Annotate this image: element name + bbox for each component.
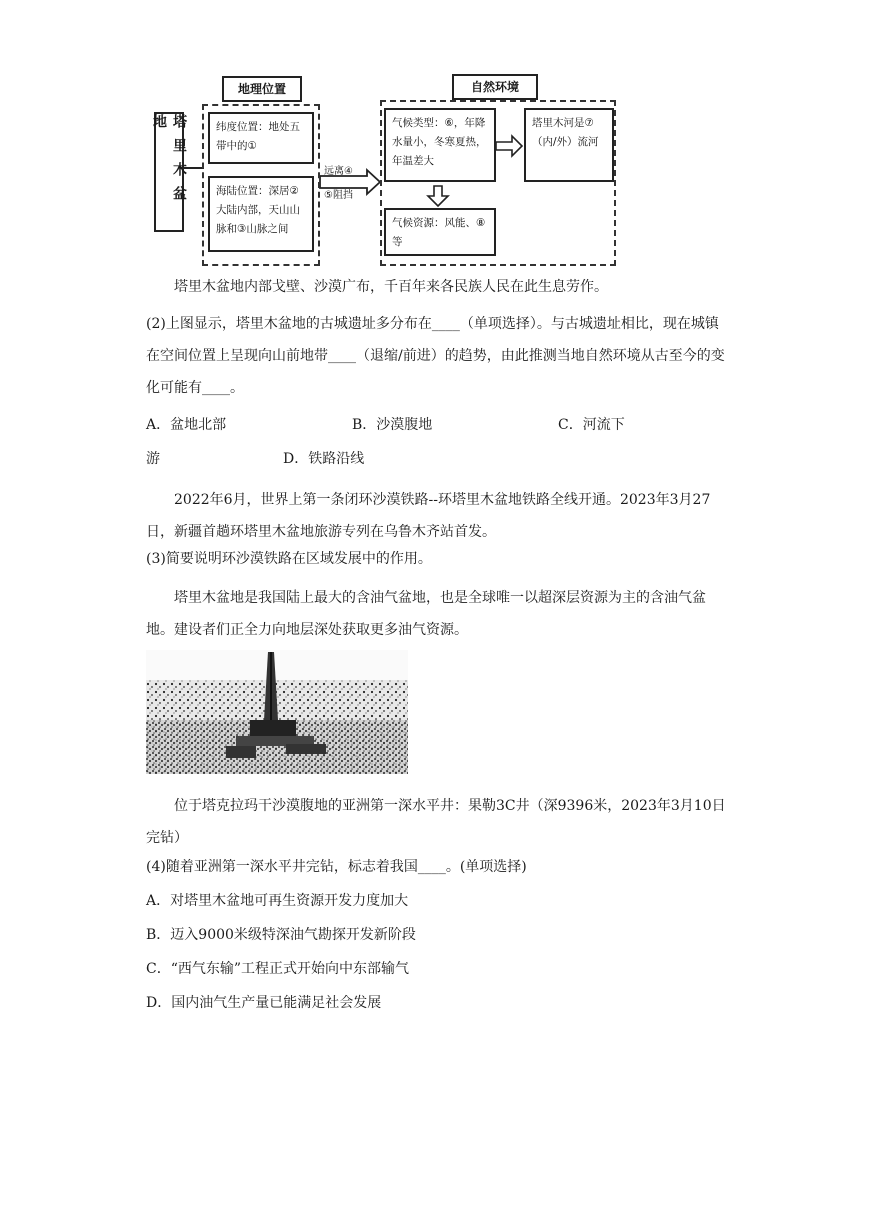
sea-land-box: 海陆位置：深居②大陆内部，天山山脉和③山脉之间 [208, 176, 314, 252]
paragraph-railway: 2022年6月，世界上第一条闭环沙漠铁路--环塔里木盆地铁路全线开通。2023年3月27日，新疆首趟环塔里木盆地旅游专列在乌鲁木齐站首发。 [146, 492, 711, 540]
q2-option-b: B．沙漠腹地 [352, 417, 433, 433]
natural-env-title: 自然环境 [452, 74, 538, 100]
climate-type-box: 气候类型：⑥，年降水量小，冬寒夏热，年温差大 [384, 108, 496, 182]
q2-option-c-cont: 游 [146, 451, 160, 467]
question-4: (4)随着亚洲第一深水平井完钻，标志着我国____。(单项选择) [146, 859, 527, 875]
q4-option-b: B．迈入9000米级特深油气勘探开发新阶段 [146, 927, 416, 943]
q2-option-a: A．盆地北部 [146, 417, 227, 433]
q2-option-c: C．河流下 [558, 417, 625, 433]
paragraph-desert: 塔里木盆地内部戈壁、沙漠广布，千百年来各民族人民在此生息劳作。 [174, 279, 608, 295]
q4-option-a: A．对塔里木盆地可再生资源开发力度加大 [146, 893, 409, 909]
tarim-river-box: 塔里木河是⑦（内/外）流河 [524, 108, 614, 182]
q4-option-c: C．“西气东输”工程正式开始向中东部输气 [146, 961, 410, 977]
paragraph-oil-gas: 塔里木盆地是我国陆上最大的含油气盆地，也是全球唯一以超深层资源为主的含油气盆地。建设者们正全力向地层深处获取更多油气资源。 [146, 590, 706, 638]
paragraph-well: 位于塔克拉玛干沙漠腹地的亚洲第一深水平井：果勒3C井（深9396米，2023年3月10日完钻） [146, 798, 726, 846]
question-3: (3)简要说明环沙漠铁路在区域发展中的作用。 [146, 551, 432, 567]
climate-resource-box: 气候资源：风能、⑧等 [384, 208, 496, 256]
basin-label: 塔里木盆地 [151, 114, 187, 210]
arrow-label-blocked: ⑤阻挡 [324, 190, 353, 201]
oil-rig-photo [146, 650, 408, 774]
tarim-basin-diagram [152, 68, 622, 270]
latitude-box: 纬度位置：地处五带中的① [208, 112, 314, 164]
q2-option-d: D．铁路沿线 [283, 451, 365, 467]
arrow-label-far-from: 远离④ [324, 166, 353, 177]
basin-label-box [151, 112, 187, 232]
geo-location-title: 地理位置 [222, 76, 302, 102]
question-2: (2)上图显示，塔里木盆地的古城遗址多分布在____（单项选择）。与古城遗址相比，现在城镇在空间位置上呈现向山前地带____（退缩/前进）的趋势，由此推测当地自然环境从古至今的变化可能有____。 [146, 316, 725, 396]
q4-option-d: D．国内油气生产量已能满足社会发展 [146, 995, 382, 1011]
